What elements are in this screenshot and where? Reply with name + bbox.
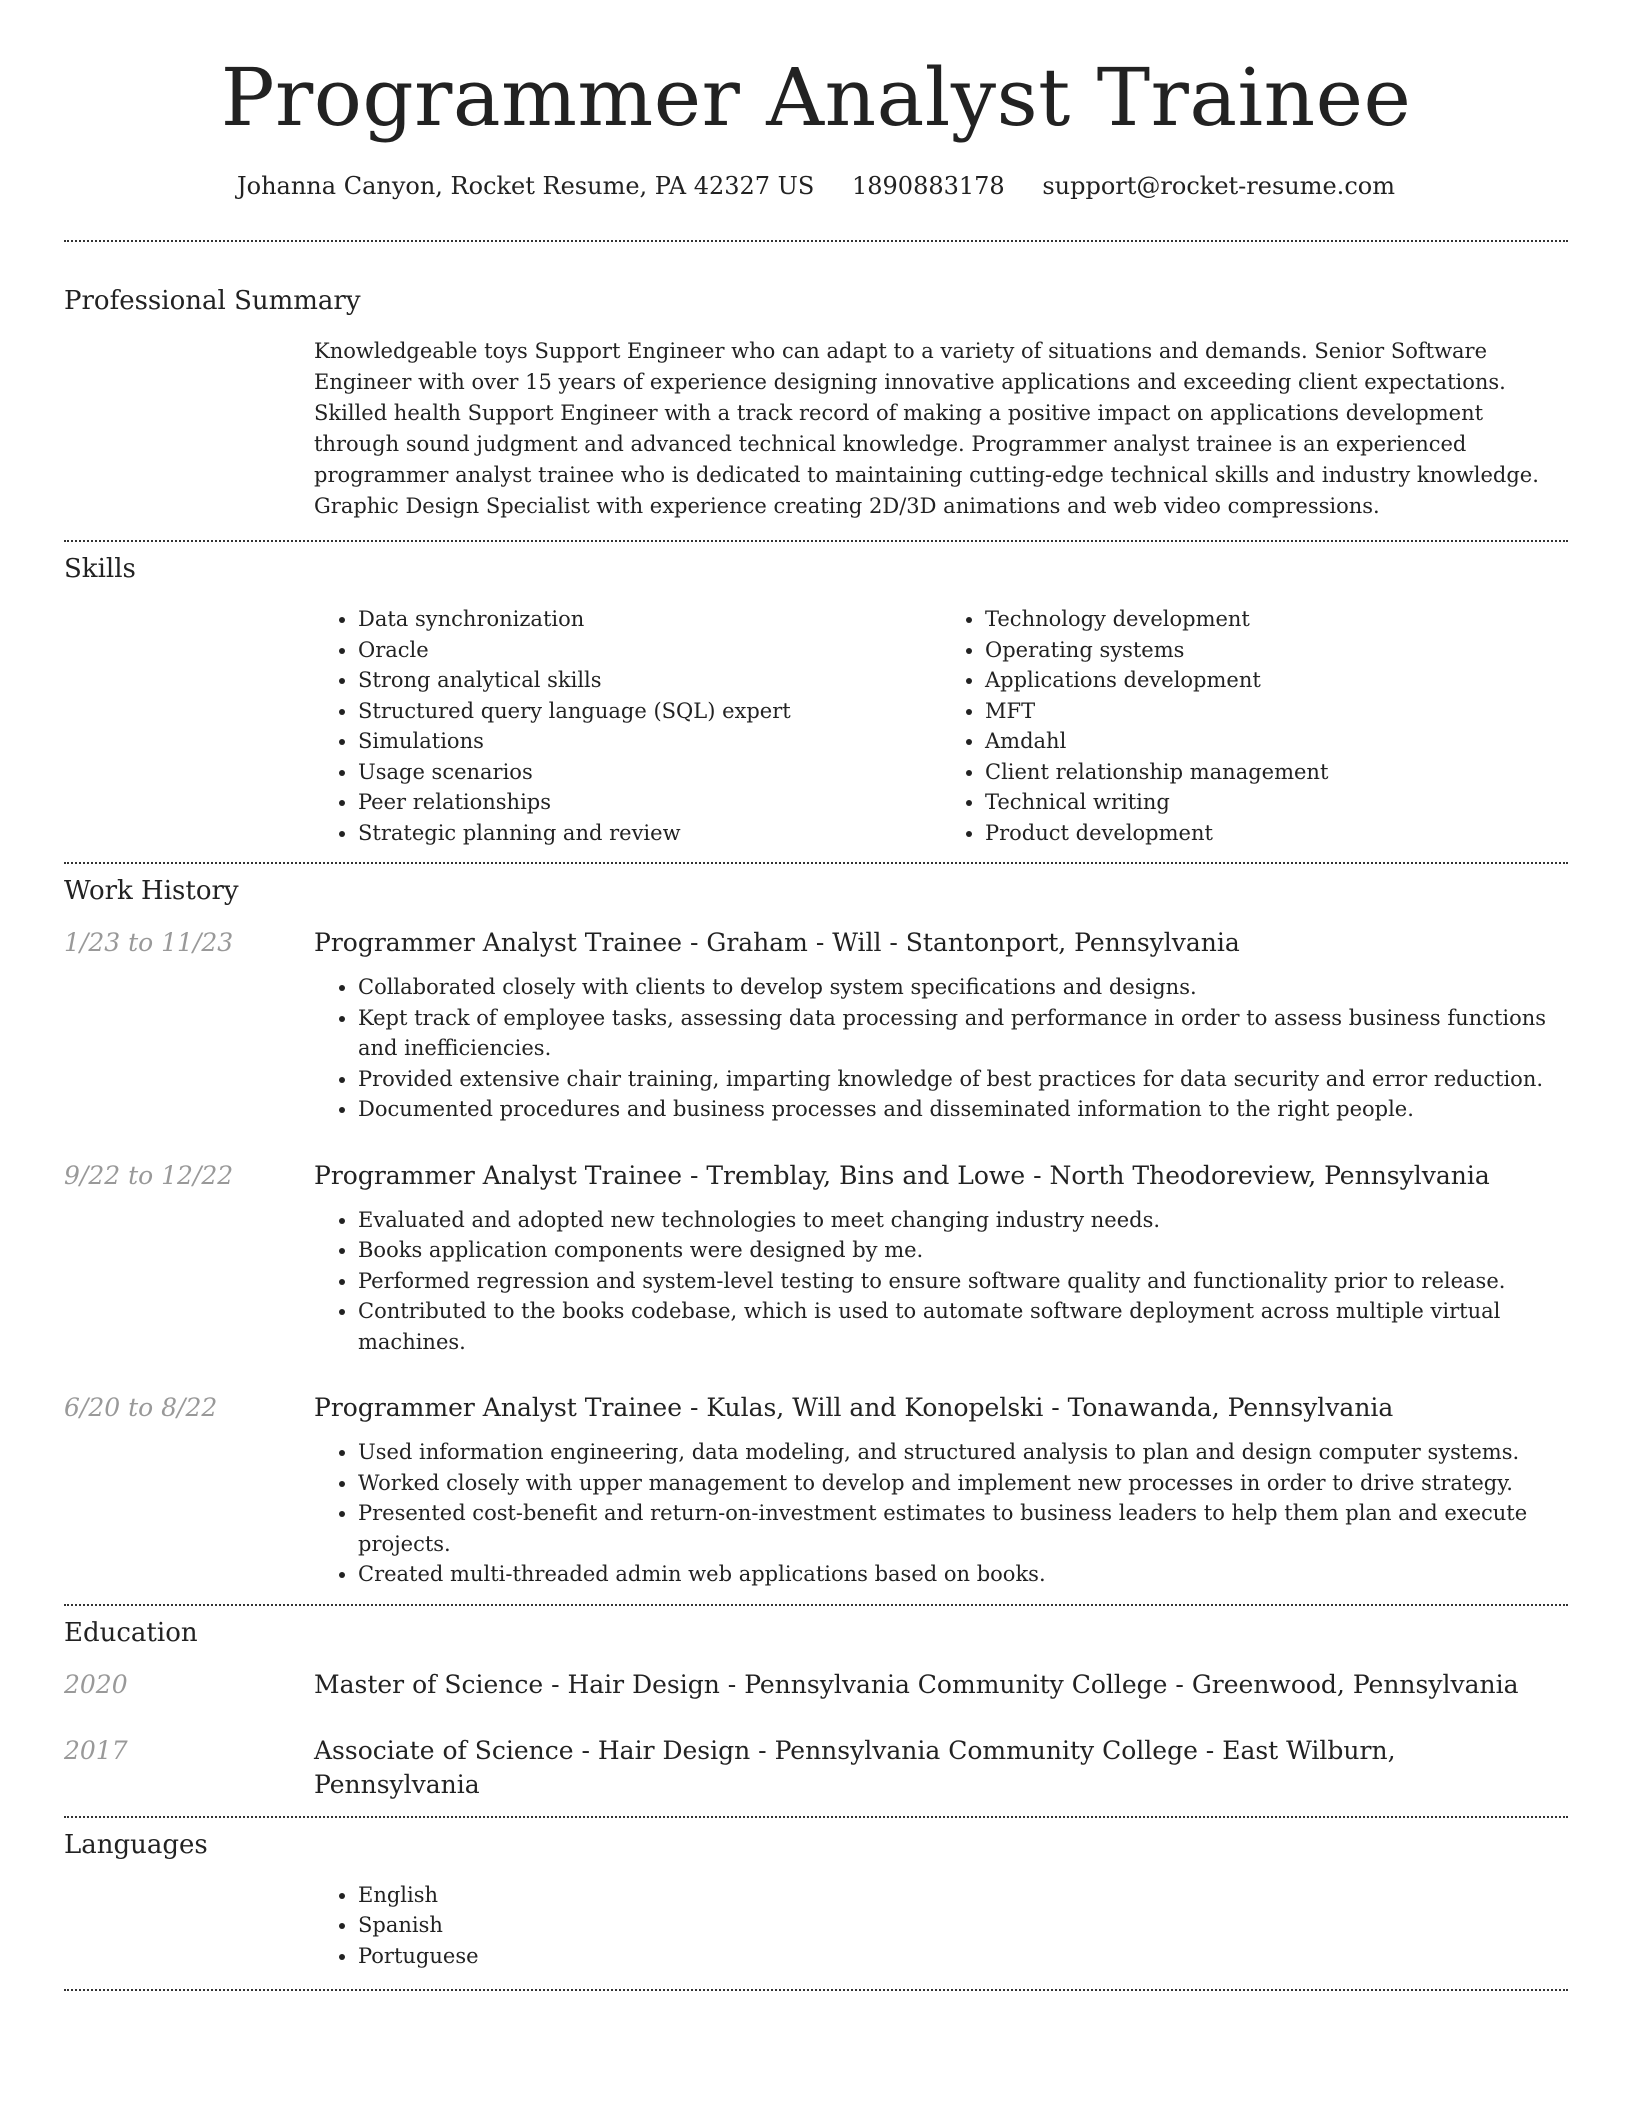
job-date: 1/23 to 11/23 [64, 928, 234, 957]
list-item: • Product development [985, 818, 1568, 849]
list-item: • Data synchronization [358, 604, 941, 635]
list-item: • Strategic planning and review [358, 818, 941, 849]
languages-list [314, 1880, 1568, 1972]
list-item: • Usage scenarios [358, 757, 941, 788]
contact-email: support@rocket-resume.com [1042, 172, 1395, 200]
resume-name: Programmer Analyst Trainee [220, 51, 1412, 144]
work-section [64, 864, 1568, 1590]
contact-address: Johanna Canyon, Rocket Resume, PA 42327 US [237, 172, 815, 200]
summary-section [64, 242, 1568, 522]
languages-title: Languages [64, 1829, 208, 1860]
list-item: • Portuguese [358, 1941, 1568, 1972]
contact-line [64, 172, 1568, 200]
skills-list-right [941, 604, 1568, 848]
job-date: 9/22 to 12/22 [64, 1160, 234, 1190]
list-item: • Created multi-threaded admin web applications based on books. [358, 1559, 1568, 1590]
list-item: • Oracle [358, 635, 941, 666]
list-item: • Contributed to the books codebase, which is used to automate software deployment across multiple virtual machines. [358, 1296, 1568, 1357]
list-item: • Evaluated and adopted new technologies to meet changing industry needs. [358, 1205, 1568, 1236]
list-item: • Operating systems [985, 635, 1568, 666]
list-item: • Technical writing [985, 787, 1568, 818]
languages-section [64, 1818, 1568, 1972]
list-item: • Performed regression and system-level testing to ensure software quality and functionality prior to release. [358, 1266, 1568, 1297]
list-item: • Simulations [358, 726, 941, 757]
job-heading: Programmer Analyst Trainee - Tremblay, Bins and Lowe - North Theodoreview, Pennsylvania [314, 1160, 1490, 1190]
list-item: • MFT [985, 696, 1568, 727]
job-bullets [314, 1437, 1568, 1590]
list-item: • Amdahl [985, 726, 1568, 757]
education-entry [64, 1734, 1568, 1802]
skills-list-left [314, 604, 941, 848]
contact-phone: 1890883178 [852, 172, 1005, 200]
education-section [64, 1606, 1568, 1802]
job-heading: Programmer Analyst Trainee - Graham - Will - Stantonport, Pennsylvania [314, 928, 1240, 957]
list-item: • Presented cost-benefit and return-on-investment estimates to business leaders to help them plan and execute projects. [358, 1498, 1568, 1559]
list-item: • Technology development [985, 604, 1568, 635]
skills-title: Skills [64, 554, 136, 584]
education-date: 2017 [64, 1735, 128, 1765]
list-item: • Worked closely with upper management to develop and implement new processes in order to drive strategy. [358, 1468, 1568, 1499]
list-item: • Books application components were designed by me. [358, 1235, 1568, 1266]
job-entry [64, 1391, 1568, 1590]
list-item: • Collaborated closely with clients to develop system specifications and designs. [358, 972, 1568, 1003]
job-date: 6/20 to 8/22 [64, 1393, 218, 1422]
list-item: • Kept track of employee tasks, assessing data processing and performance in order to assess business functions and inefficiencies. [358, 1003, 1568, 1064]
summary-text: Knowledgeable toys Support Engineer who can adapt to a variety of situations and demands. Senior Software Engineer with over 15 years of experience designing innovative applications and exceeding client expectations. Skilled health Support Engineer with a track record of making a positive impact on applications development through sound judgment and advanced technical knowledge. Programmer analyst trainee is an experienced programmer analyst trainee who is dedicated to maintaining cutting-edge technical skills and industry knowledge. Graphic Design Specialist with experience creating 2D/3D animations and web video compressions. [314, 339, 1539, 518]
list-item: • Peer relationships [358, 787, 941, 818]
education-heading: Master of Science - Hair Design - Pennsylvania Community College - Greenwood, Pennsylvania [314, 1669, 1519, 1699]
list-item: • Strong analytical skills [358, 665, 941, 696]
list-item: • Applications development [985, 665, 1568, 696]
work-title: Work History [64, 876, 239, 906]
list-item: • Provided extensive chair training, imparting knowledge of best practices for data security and error reduction. [358, 1064, 1568, 1095]
job-bullets [314, 1205, 1568, 1358]
skills-section [64, 542, 1568, 848]
list-item: • Structured query language (SQL) expert [358, 696, 941, 727]
job-entry [64, 926, 1568, 1125]
education-heading: Associate of Science - Hair Design - Pennsylvania Community College - East Wilburn, Pennsylvania [314, 1735, 1396, 1799]
education-date: 2020 [64, 1669, 128, 1699]
list-item: • Client relationship management [985, 757, 1568, 788]
list-item: • Used information engineering, data modeling, and structured analysis to plan and design computer systems. [358, 1437, 1568, 1468]
education-entry [64, 1668, 1568, 1702]
education-title: Education [64, 1617, 198, 1648]
list-item: • Documented procedures and business processes and disseminated information to the right people. [358, 1094, 1568, 1125]
list-item: • Spanish [358, 1910, 1568, 1941]
job-entry [64, 1159, 1568, 1358]
job-bullets [314, 972, 1568, 1125]
list-item: • English [358, 1880, 1568, 1911]
summary-title: Professional Summary [64, 286, 361, 316]
divider [64, 1989, 1568, 1991]
job-heading: Programmer Analyst Trainee - Kulas, Will and Konopelski - Tonawanda, Pennsylvania [314, 1393, 1394, 1422]
